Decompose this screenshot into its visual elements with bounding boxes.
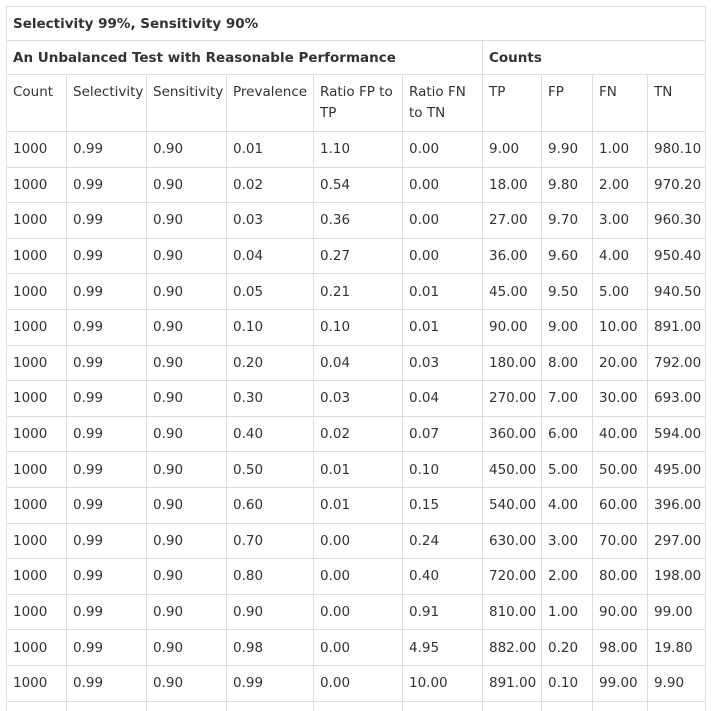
table-cell: 0.99 [67,132,147,168]
table-cell: 882.00 [483,630,542,666]
table-cell: 99.00 [593,665,648,701]
table-cell: 0.80 [227,559,314,595]
table-cell: 1000 [7,452,67,488]
table-cell: 0.10 [314,309,403,345]
table-cell: 9.00 [542,309,593,345]
table-cell: 0.01 [314,487,403,523]
table-cell: 970.20 [648,167,706,203]
results-table [6,6,706,711]
table-cell: 0.00 [403,203,483,239]
table-cell: 9.90 [648,665,706,701]
table-cell: 0.03 [403,345,483,381]
table-row [7,487,706,523]
table-cell: 98.00 [593,630,648,666]
table-cell: 180.00 [483,345,542,381]
table-cell: 9.60 [542,238,593,274]
table-cell: 960.30 [648,203,706,239]
table-cell: 0.90 [147,132,227,168]
table-cell: 2.00 [542,559,593,595]
table-cell: 90.00 [593,594,648,630]
table-cell: 1000 [7,487,67,523]
column-header: Prevalence [227,75,314,132]
table-cell: 0.00 [403,167,483,203]
table-row [7,309,706,345]
column-header: Ratio FP to TP [314,75,403,132]
table-cell: 0.02 [227,167,314,203]
table-cell: 0.99 [67,167,147,203]
table-cell: 720.00 [483,559,542,595]
table-cell: 0.99 [67,665,147,701]
table-cell: 0.99 [67,309,147,345]
table-cell: 270.00 [483,381,542,417]
table-row [7,594,706,630]
table-cell: 0.99 [67,630,147,666]
table-row [7,238,706,274]
table-cell: 1000 [7,416,67,452]
table-cell: 3.00 [542,523,593,559]
table-tail-row [7,701,706,711]
table-cell: 0.02 [314,416,403,452]
table-cell: 0.00 [403,238,483,274]
table-cell: 0.40 [403,559,483,595]
table-cell: 1000 [7,665,67,701]
table-cell: 594.00 [648,416,706,452]
table-cell: 4.95 [403,630,483,666]
table-cell: 0.90 [147,559,227,595]
table-cell: 9.90 [542,132,593,168]
table-row [7,523,706,559]
table-row [7,345,706,381]
table-cell: 19.80 [648,630,706,666]
table-cell: 0.90 [147,594,227,630]
table-cell: 1000 [7,274,67,310]
column-header: TN [648,75,706,132]
table-cell: 980.10 [648,132,706,168]
table-cell: 0.04 [227,238,314,274]
table-cell: 950.40 [648,238,706,274]
column-header: Selectivity [67,75,147,132]
table-cell: 0.54 [314,167,403,203]
table-cell: 0.90 [227,594,314,630]
table-cell: 891.00 [483,665,542,701]
table-cell: 0.90 [147,203,227,239]
table-cell: 50.00 [593,452,648,488]
table-cell: 80.00 [593,559,648,595]
table-cell: 0.40 [227,416,314,452]
table-cell: 0.99 [67,416,147,452]
table-cell: 0.90 [147,416,227,452]
table-cell: 891.00 [648,309,706,345]
table-cell: 0.90 [147,452,227,488]
table-cell: 7.00 [542,381,593,417]
table-cell: 693.00 [648,381,706,417]
table-row [7,452,706,488]
table-cell: 0.90 [147,309,227,345]
table-cell: 0.00 [314,594,403,630]
column-header: TP [483,75,542,132]
table-cell: 60.00 [593,487,648,523]
table-cell: 1000 [7,523,67,559]
table-cell: 99.00 [648,594,706,630]
table-cell: 1000 [7,309,67,345]
table-cell: 0.00 [314,665,403,701]
table-cell: 1000 [7,559,67,595]
table-cell: 495.00 [648,452,706,488]
table-cell: 0.91 [403,594,483,630]
table-cell: 0.50 [227,452,314,488]
table-row [7,381,706,417]
table-cell: 1.10 [314,132,403,168]
table-cell: 1000 [7,345,67,381]
table-cell: 0.10 [542,665,593,701]
table-row [7,665,706,701]
table-cell: 9.80 [542,167,593,203]
table-cell: 0.90 [147,167,227,203]
table-cell: 45.00 [483,274,542,310]
table-cell: 1.00 [542,594,593,630]
title-row [7,7,706,41]
table-cell: 0.15 [403,487,483,523]
table-cell: 8.00 [542,345,593,381]
table-cell: 0.98 [227,630,314,666]
column-header: Ratio FN to TN [403,75,483,132]
table-cell: 540.00 [483,487,542,523]
table-cell: 0.20 [542,630,593,666]
table-cell: 630.00 [483,523,542,559]
table-cell: 0.90 [147,274,227,310]
table-cell: 9.50 [542,274,593,310]
group-header-counts: Counts [483,41,706,75]
table-cell: 0.01 [403,274,483,310]
table-cell: 0.70 [227,523,314,559]
table-cell: 0.01 [314,452,403,488]
table-cell: 0.99 [67,381,147,417]
table-cell: 9.70 [542,203,593,239]
table-cell: 0.90 [147,238,227,274]
table-cell: 10.00 [593,309,648,345]
table-cell: 18.00 [483,167,542,203]
table-cell: 810.00 [483,594,542,630]
table-row [7,559,706,595]
table-cell: 0.60 [227,487,314,523]
table-cell: 1000 [7,630,67,666]
table-cell: 4.00 [542,487,593,523]
table-cell: 0.20 [227,345,314,381]
table-cell: 0.99 [67,487,147,523]
table-cell: 20.00 [593,345,648,381]
table-cell: 1000 [7,594,67,630]
table-cell: 0.36 [314,203,403,239]
table-cell: 0.90 [147,523,227,559]
table-cell: 0.99 [67,238,147,274]
table-cell: 0.90 [147,487,227,523]
table-row [7,630,706,666]
table-cell: 1000 [7,203,67,239]
table-cell: 0.24 [403,523,483,559]
table-cell: 0.00 [314,523,403,559]
table-cell: 1.00 [593,132,648,168]
table-cell: 940.50 [648,274,706,310]
table-cell: 0.99 [67,452,147,488]
column-header-row [7,75,706,132]
table-cell: 90.00 [483,309,542,345]
table-cell: 0.07 [403,416,483,452]
table-row [7,203,706,239]
table-row [7,132,706,168]
table-cell: 0.00 [314,559,403,595]
table-cell: 0.99 [67,203,147,239]
column-header: Sensitivity [147,75,227,132]
table-cell: 0.21 [314,274,403,310]
table-cell: 30.00 [593,381,648,417]
column-header: FP [542,75,593,132]
table-cell: 1000 [7,238,67,274]
table-cell: 10.00 [403,665,483,701]
table-cell: 792.00 [648,345,706,381]
table-row [7,416,706,452]
table-cell: 0.99 [67,274,147,310]
table-body [7,132,706,702]
table-cell: 6.00 [542,416,593,452]
table-cell: 0.01 [403,309,483,345]
table-row [7,274,706,310]
table-cell: 360.00 [483,416,542,452]
table-cell: 0.99 [67,559,147,595]
table-cell: 1000 [7,167,67,203]
table-cell: 0.30 [227,381,314,417]
table-cell: 0.00 [314,630,403,666]
column-header: Count [7,75,67,132]
table-cell: 0.90 [147,630,227,666]
table-cell: 0.99 [67,523,147,559]
table-cell: 198.00 [648,559,706,595]
table-cell: 0.90 [147,345,227,381]
table-cell: 9.00 [483,132,542,168]
table-cell: 396.00 [648,487,706,523]
table-cell: 4.00 [593,238,648,274]
column-header: FN [593,75,648,132]
table-cell: 5.00 [593,274,648,310]
table-cell: 0.10 [403,452,483,488]
table-cell: 0.05 [227,274,314,310]
table-cell: 0.04 [314,345,403,381]
table-cell: 27.00 [483,203,542,239]
table-cell: 0.99 [67,345,147,381]
table-cell: 0.90 [147,665,227,701]
table-cell: 3.00 [593,203,648,239]
table-cell: 1000 [7,132,67,168]
table-cell: 40.00 [593,416,648,452]
table-cell: 0.03 [314,381,403,417]
table-title: Selectivity 99%, Sensitivity 90% [7,7,706,41]
table-cell: 450.00 [483,452,542,488]
table-cell: 0.99 [67,594,147,630]
table-cell: 0.03 [227,203,314,239]
table-cell: 1000 [7,381,67,417]
table-cell: 0.04 [403,381,483,417]
table-cell: 0.00 [403,132,483,168]
table-cell: 297.00 [648,523,706,559]
table-cell: 2.00 [593,167,648,203]
table-cell: 70.00 [593,523,648,559]
table-cell: 0.10 [227,309,314,345]
table-cell: 0.90 [147,381,227,417]
table-cell: 5.00 [542,452,593,488]
table-cell: 0.99 [227,665,314,701]
group-header-row [7,41,706,75]
table-cell: 36.00 [483,238,542,274]
table-cell: 0.27 [314,238,403,274]
table-row [7,167,706,203]
table-cell: 0.01 [227,132,314,168]
group-header-left: An Unbalanced Test with Reasonable Performance [7,41,483,75]
